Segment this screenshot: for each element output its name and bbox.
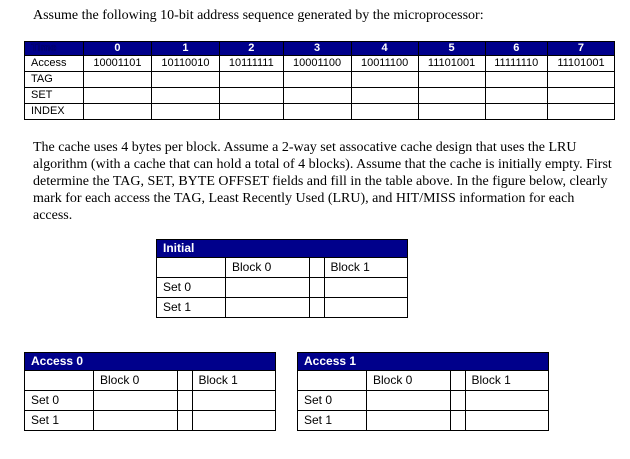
block0-label: Block 0 — [367, 371, 451, 391]
cache-cell[interactable] — [94, 411, 178, 431]
set1-label: Set 1 — [298, 411, 367, 431]
set-cell[interactable] — [351, 88, 418, 104]
blank-header-cell — [298, 371, 367, 391]
set1-label: Set 1 — [25, 411, 94, 431]
address-cell: 11111110 — [485, 56, 547, 72]
tag-cell[interactable] — [83, 72, 151, 88]
index-row — [25, 104, 615, 120]
lru-cell[interactable] — [450, 391, 465, 411]
cache-initial-table — [156, 239, 408, 318]
cache-access0-table — [24, 352, 276, 431]
time-header: Time — [25, 42, 84, 56]
intro-text: Assume the following 10-bit address sequence generated by the microprocessor: — [33, 8, 484, 23]
cache-title: Access 1 — [298, 353, 549, 371]
address-table — [24, 41, 615, 120]
time-index: 5 — [418, 42, 485, 56]
index-cell[interactable] — [220, 104, 284, 120]
cache-cell[interactable] — [465, 411, 549, 431]
set-cell[interactable] — [283, 88, 351, 104]
lru-cell[interactable] — [177, 391, 192, 411]
block1-label: Block 1 — [324, 258, 408, 278]
set1-label: Set 1 — [157, 298, 226, 318]
lru-cell[interactable] — [309, 298, 324, 318]
set0-label: Set 0 — [298, 391, 367, 411]
tag-cell[interactable] — [283, 72, 351, 88]
address-cell: 10111111 — [220, 56, 284, 72]
address-cell: 10001101 — [83, 56, 151, 72]
time-index: 6 — [485, 42, 547, 56]
tag-cell[interactable] — [547, 72, 614, 88]
time-index: 3 — [283, 42, 351, 56]
index-cell[interactable] — [418, 104, 485, 120]
block0-label: Block 0 — [226, 258, 310, 278]
address-cell: 11101001 — [547, 56, 614, 72]
lru-cell[interactable] — [309, 278, 324, 298]
index-cell[interactable] — [283, 104, 351, 120]
index-cell[interactable] — [547, 104, 614, 120]
set-cell[interactable] — [220, 88, 284, 104]
lru-cell[interactable] — [450, 411, 465, 431]
time-index: 0 — [83, 42, 151, 56]
block1-label: Block 1 — [465, 371, 549, 391]
address-table-header-row — [25, 42, 615, 56]
tag-cell[interactable] — [485, 72, 547, 88]
set0-label: Set 0 — [25, 391, 94, 411]
cache-cell[interactable] — [367, 391, 451, 411]
cache-cell[interactable] — [94, 391, 178, 411]
cache-cell[interactable] — [465, 391, 549, 411]
time-index: 1 — [151, 42, 219, 56]
row-label-set: SET — [25, 88, 84, 104]
cache-cell[interactable] — [324, 278, 408, 298]
lru-cell[interactable] — [177, 371, 192, 391]
set0-label: Set 0 — [157, 278, 226, 298]
address-cell: 10011100 — [351, 56, 418, 72]
row-label-access: Access — [25, 56, 84, 72]
tag-cell[interactable] — [418, 72, 485, 88]
cache-title: Initial — [157, 240, 408, 258]
cache-access1-table — [297, 352, 549, 431]
instructions-paragraph: The cache uses 4 bytes per block. Assume a 2-way set assocative cache design that uses the LRU algorithm (with a cache that can hold a total of 4 blocks). Assume that the cache is initially empty. First determine the TAG, SET, BYTE OFFSET fields and fill in the table above. In the figure below, clearly mark for each access the TAG, Least Recently Used (LRU), and HIT/MISS information for each access. — [33, 140, 612, 223]
time-index: 4 — [351, 42, 418, 56]
tag-cell[interactable] — [151, 72, 219, 88]
index-cell[interactable] — [151, 104, 219, 120]
address-cell: 10110010 — [151, 56, 219, 72]
index-cell[interactable] — [351, 104, 418, 120]
cache-cell[interactable] — [324, 298, 408, 318]
set-cell[interactable] — [485, 88, 547, 104]
blank-header-cell — [25, 371, 94, 391]
cache-cell[interactable] — [192, 411, 276, 431]
lru-cell[interactable] — [177, 411, 192, 431]
cache-title: Access 0 — [25, 353, 276, 371]
cache-cell[interactable] — [226, 298, 310, 318]
lru-cell[interactable] — [450, 371, 465, 391]
set-cell[interactable] — [547, 88, 614, 104]
cache-cell[interactable] — [226, 278, 310, 298]
time-index: 7 — [547, 42, 614, 56]
index-cell[interactable] — [83, 104, 151, 120]
cache-cell[interactable] — [367, 411, 451, 431]
tag-row — [25, 72, 615, 88]
address-cell: 11101001 — [418, 56, 485, 72]
lru-cell[interactable] — [309, 258, 324, 278]
block0-label: Block 0 — [94, 371, 178, 391]
tag-cell[interactable] — [351, 72, 418, 88]
index-cell[interactable] — [485, 104, 547, 120]
set-cell[interactable] — [151, 88, 219, 104]
block1-label: Block 1 — [192, 371, 276, 391]
access-row — [25, 56, 615, 72]
set-cell[interactable] — [418, 88, 485, 104]
cache-cell[interactable] — [192, 391, 276, 411]
time-index: 2 — [220, 42, 284, 56]
address-cell: 10001100 — [283, 56, 351, 72]
blank-header-cell — [157, 258, 226, 278]
row-label-tag: TAG — [25, 72, 84, 88]
set-cell[interactable] — [83, 88, 151, 104]
tag-cell[interactable] — [220, 72, 284, 88]
set-row — [25, 88, 615, 104]
row-label-index: INDEX — [25, 104, 84, 120]
